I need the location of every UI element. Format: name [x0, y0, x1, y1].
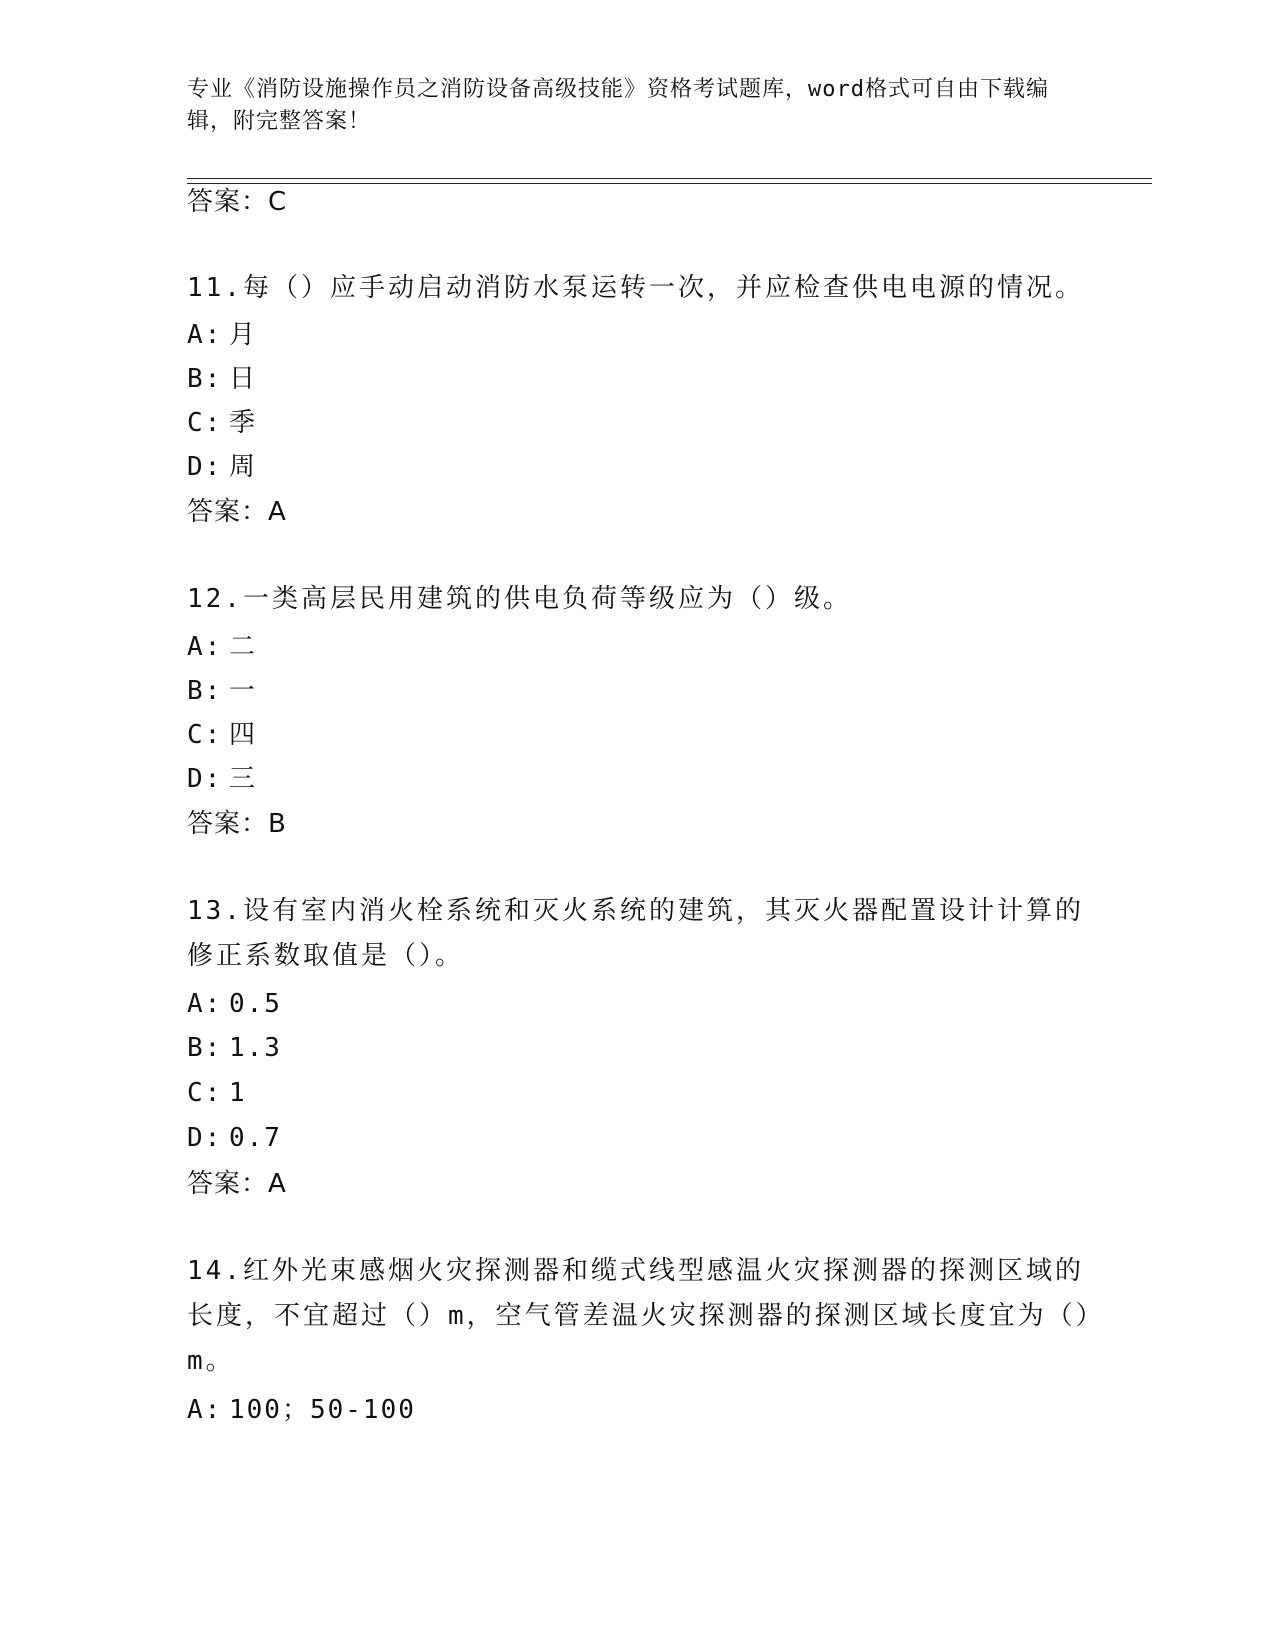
option-value: 0.7 [229, 1123, 282, 1153]
option-value: 1 [229, 1078, 247, 1108]
question-11-option-a [187, 317, 257, 353]
question-11: 11.每（）应手动启动消防水泵运转一次，并应检查供电电源的情况。 [187, 273, 1084, 303]
question-13-answer: 答案：A [187, 1169, 287, 1199]
option-value: 100；50-100 [229, 1395, 416, 1425]
question-13-option-c [187, 1075, 247, 1111]
question-12-option-c [187, 717, 257, 753]
option-value: 1.3 [229, 1033, 282, 1063]
option-value: 日 [229, 364, 258, 394]
option-key: D: [187, 1123, 223, 1153]
option-value: 三 [229, 764, 258, 794]
option-key: C: [187, 720, 223, 750]
option-key: C: [187, 408, 223, 438]
option-key: D: [187, 452, 223, 482]
question-13: 13.设有室内消火栓系统和灭火系统的建筑，其灭火器配置设计计算的修正系数取值是（）。 [187, 896, 1084, 971]
option-value: 一 [229, 676, 258, 706]
option-value: 0.5 [229, 989, 282, 1019]
option-key: A: [187, 1395, 223, 1425]
question-12-option-d [187, 761, 257, 797]
option-value: 二 [229, 632, 258, 662]
question-13-option-d [187, 1120, 282, 1156]
question-12-answer: 答案：B [187, 809, 287, 839]
option-value: 季 [229, 408, 258, 438]
question-14-option-a [187, 1392, 416, 1428]
question-13-option-b [187, 1030, 282, 1066]
option-key: D: [187, 764, 223, 794]
question-12-option-b [187, 673, 257, 709]
option-key: C: [187, 1078, 223, 1108]
header-note: 专业《消防设施操作员之消防设备高级技能》资格考试题库，word格式可自由下载编辑，附完整答案！ [187, 77, 1049, 134]
option-key: B: [187, 676, 223, 706]
question-12: 12.一类高层民用建筑的供电负荷等级应为（）级。 [187, 584, 852, 614]
question-12-option-a [187, 629, 257, 665]
header-divider [187, 178, 1152, 184]
question-11-answer: 答案：A [187, 497, 287, 527]
option-key: B: [187, 364, 223, 394]
option-key: A: [187, 989, 223, 1019]
option-key: A: [187, 632, 223, 662]
option-value: 月 [229, 320, 258, 350]
question-11-option-b [187, 361, 257, 397]
option-key: B: [187, 1033, 223, 1063]
question-14: 14.红外光束感烟火灾探测器和缆式线型感温火灾探测器的探测区域的长度，不宜超过（）m，空气管差温火灾探测器的探测区域长度宜为（）m。 [187, 1256, 1092, 1376]
question-13-option-a [187, 986, 282, 1022]
question-11-option-d [187, 449, 257, 485]
option-key: A: [187, 320, 223, 350]
answer-previous: 答案：C [187, 187, 288, 217]
question-11-option-c [187, 405, 257, 441]
option-value: 周 [229, 452, 258, 482]
option-value: 四 [229, 720, 258, 750]
